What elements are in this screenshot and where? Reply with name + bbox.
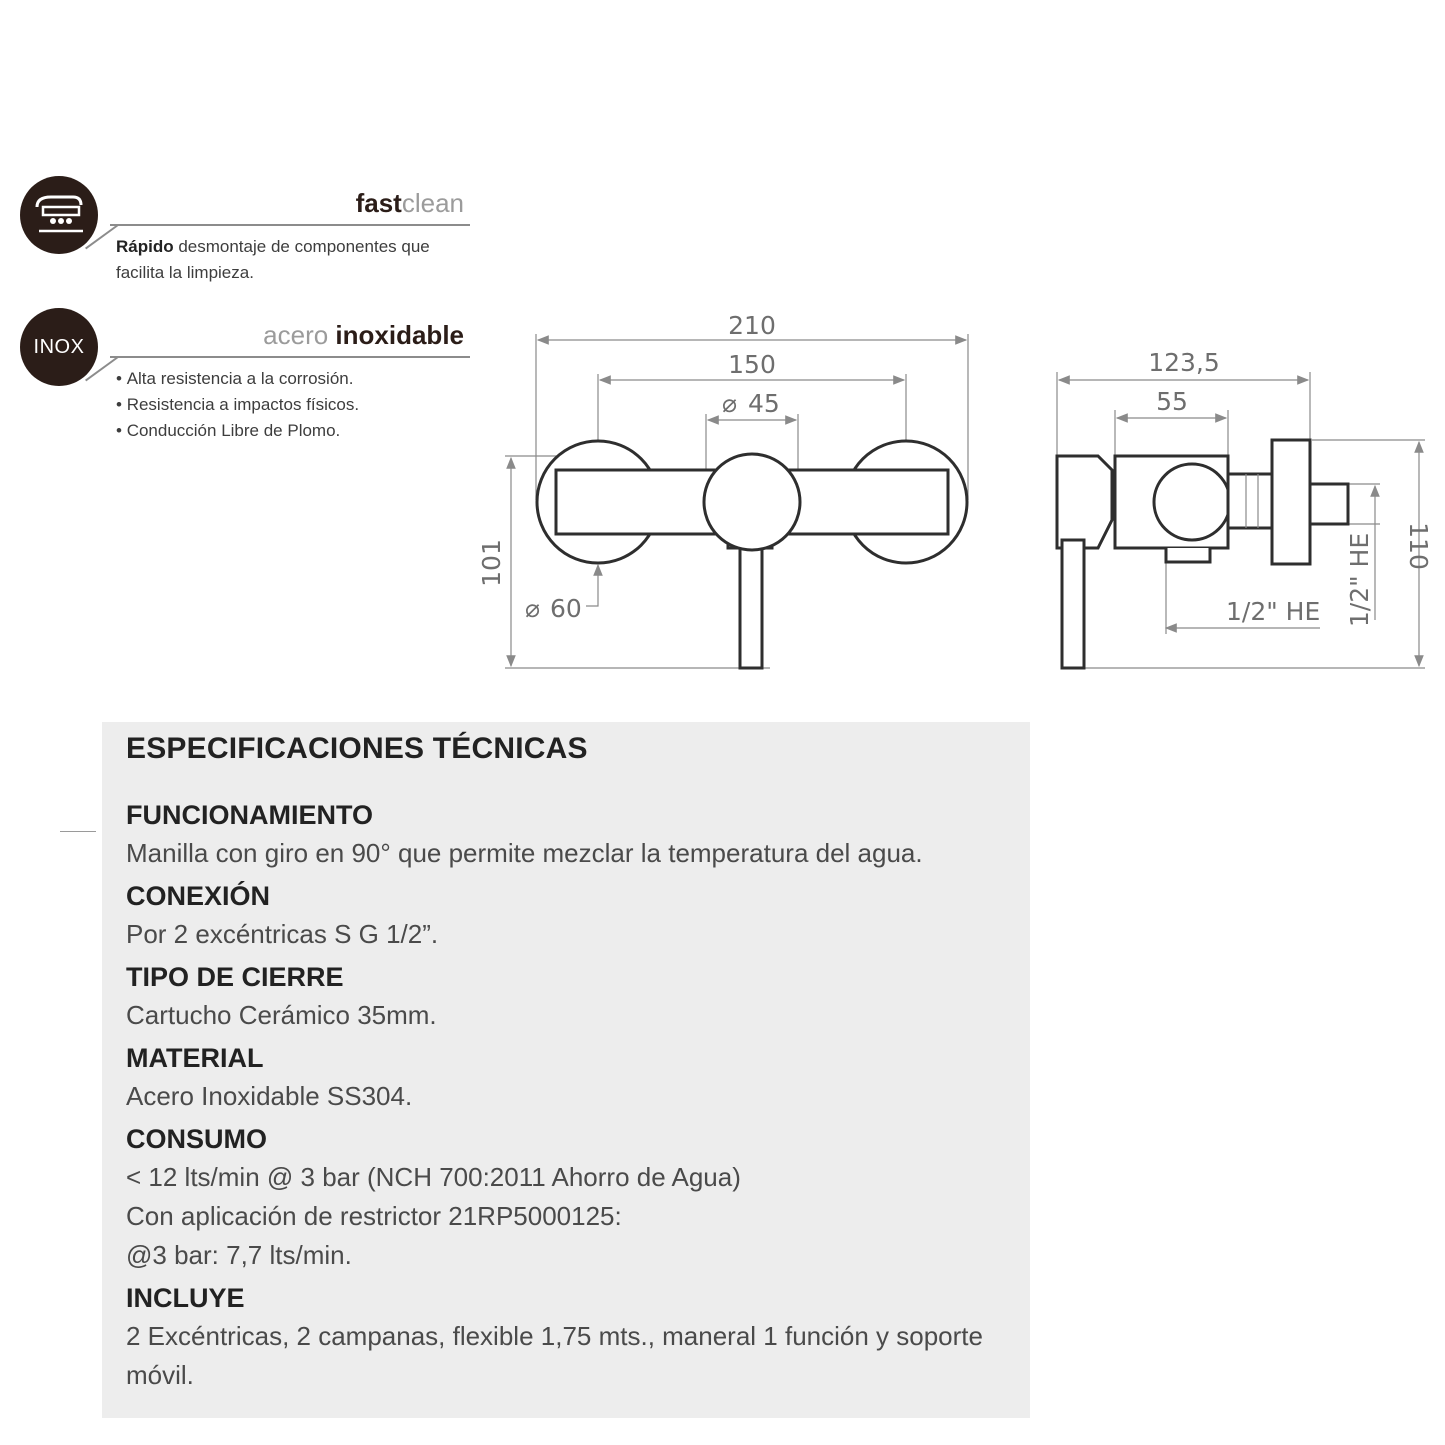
spec-section-tipo-de-cierre: [126, 958, 1026, 1035]
spec-title: CONSUMO: [126, 1124, 267, 1154]
specifications-content: [126, 728, 1026, 1399]
faucet-icon: [29, 185, 89, 245]
diameter-symbol: ⌀: [525, 594, 541, 623]
inox-title: [263, 320, 464, 351]
inox-badge-text: INOX: [33, 335, 85, 358]
spec-line: Con aplicación de restrictor 21RP5000125:: [126, 1201, 622, 1231]
handle-lever: [740, 540, 762, 668]
fastclean-title: [356, 188, 464, 219]
feature-inox: [20, 308, 470, 440]
spec-section-incluye: [126, 1279, 1026, 1395]
fastclean-desc-bold: Rápido: [116, 237, 174, 256]
inox-bullet: • Conducción Libre de Plomo.: [116, 418, 476, 444]
spec-title: MATERIAL: [126, 1043, 264, 1073]
inox-title-bold: inoxidable: [335, 320, 464, 350]
spec-section-consumo: [126, 1120, 1026, 1275]
inox-badge: [20, 308, 98, 386]
spec-section-conexion: [126, 877, 1026, 954]
central-body: [704, 454, 800, 550]
fastclean-description: [116, 234, 476, 286]
spec-line: Por 2 excéntricas S G 1/2”.: [126, 919, 439, 949]
diameter-symbol: ⌀: [722, 389, 738, 418]
dim-label-connection-horizontal: 1/2" HE: [1226, 597, 1321, 626]
fastclean-desc-text: desmontaje de componentes que facilita la limpieza.: [116, 237, 430, 282]
inox-bullet-list: [116, 366, 476, 444]
side-outlet: [1166, 548, 1210, 562]
side-handle-lever: [1062, 540, 1084, 668]
margin-tick: [60, 831, 96, 832]
side-pipe: [1310, 484, 1348, 524]
spec-title: CONEXIÓN: [126, 881, 271, 911]
spec-section-funcionamiento: [126, 796, 1026, 873]
spec-line: Manilla con giro en 90° que permite mezclar la temperatura del agua.: [126, 838, 923, 868]
dim-label-55: 55: [1156, 387, 1188, 416]
side-wall-plate: [1272, 440, 1310, 564]
fastclean-title-light: clean: [401, 188, 464, 218]
spec-line: móvil.: [126, 1360, 194, 1390]
dim-label-45: 45: [748, 389, 780, 418]
specifications-heading: ESPECIFICACIONES TÉCNICAS: [126, 732, 588, 765]
fastclean-badge: [20, 176, 98, 254]
dim-label-connection-vertical: 1/2" HE: [1345, 532, 1374, 628]
inox-bullet: • Resistencia a impactos físicos.: [116, 392, 476, 418]
spec-line: Acero Inoxidable SS304.: [126, 1081, 413, 1111]
spec-title: INCLUYE: [126, 1283, 245, 1313]
spec-line: Cartucho Cerámico 35mm.: [126, 1000, 437, 1030]
fastclean-title-bold: fast: [355, 188, 402, 218]
fastclean-leader-rule: [110, 224, 470, 226]
side-nut: [1228, 474, 1272, 528]
inox-bullet: • Alta resistencia a la corrosión.: [116, 366, 476, 392]
spec-line: @3 bar: 7,7 lts/min.: [126, 1240, 352, 1270]
inox-description: [116, 366, 476, 444]
dim-label-150: 150: [728, 350, 776, 379]
spec-title: FUNCIONAMIENTO: [126, 800, 373, 830]
spec-title: TIPO DE CIERRE: [126, 962, 344, 992]
dim-label-110: 110: [1404, 522, 1433, 570]
dim-label-101: 101: [477, 539, 506, 587]
spec-line: 2 Excéntricas, 2 campanas, flexible 1,75 mts., maneral 1 función y soporte: [126, 1321, 983, 1351]
side-cartridge: [1154, 464, 1230, 540]
dim-label-60: 60: [550, 594, 582, 623]
front-view: [477, 311, 968, 668]
dim-label-210: 210: [728, 311, 776, 340]
inox-leader-rule: [110, 356, 470, 358]
dim-label-123-5: 123,5: [1148, 348, 1220, 377]
side-view: [1057, 348, 1433, 668]
specifications-panel: [102, 722, 1030, 1418]
technical-drawing: [470, 300, 1440, 680]
spec-section-material: [126, 1039, 1026, 1116]
side-handle: [1057, 456, 1112, 548]
spec-line: < 12 lts/min @ 3 bar (NCH 700:2011 Ahorro de Agua): [126, 1162, 741, 1192]
feature-fastclean: [20, 176, 470, 296]
inox-title-light: acero: [263, 320, 336, 350]
